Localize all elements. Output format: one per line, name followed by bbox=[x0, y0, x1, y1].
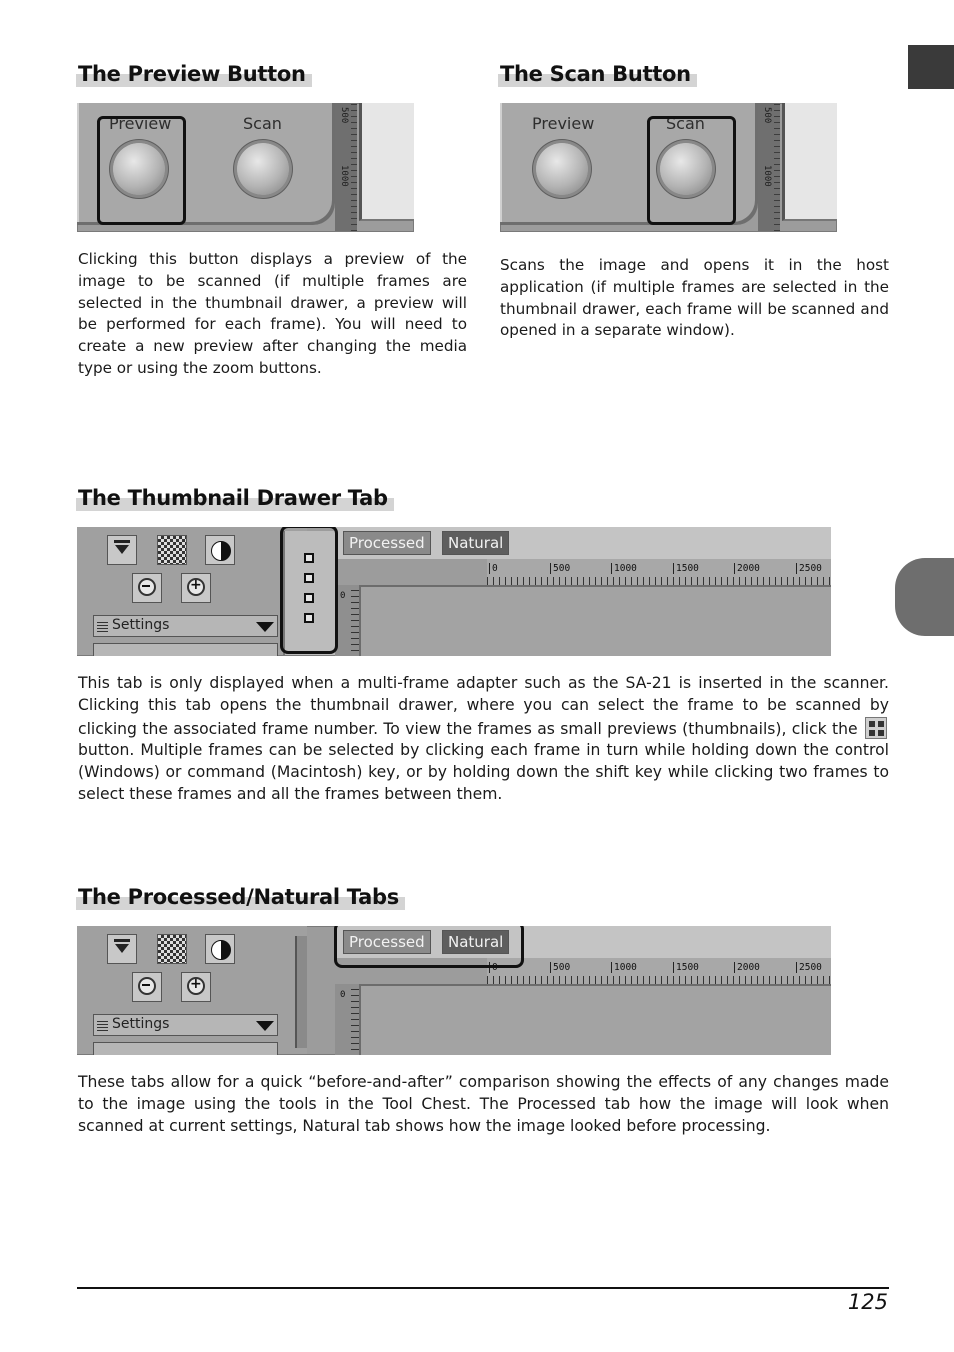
thumbnail-drawer-screenshot: + Settings Processed Natural 0 500 1000 1500 2000 2500 0 bbox=[77, 527, 831, 656]
contrast-icon[interactable] bbox=[205, 535, 235, 565]
tool-panel bbox=[77, 926, 307, 1054]
tab-processed[interactable]: Processed bbox=[343, 930, 431, 954]
preview-description: Clicking this button displays a preview of the image to be scanned (if multiple frames are selected in the thumbnail drawer, a preview will be performed for each frame). You will need to create a new preview after changing the media type or using the zoom buttons. bbox=[78, 250, 467, 377]
footer-rule bbox=[77, 1287, 889, 1289]
preview-area bbox=[359, 984, 831, 1055]
chevron-down-icon bbox=[256, 622, 274, 632]
settings-dropdown[interactable]: Settings bbox=[93, 615, 278, 637]
preview-area bbox=[359, 585, 831, 656]
contrast-icon[interactable] bbox=[205, 934, 235, 964]
preview-label: Preview bbox=[109, 114, 172, 133]
tab-strip bbox=[335, 527, 831, 559]
scan-label: Scan bbox=[666, 114, 705, 133]
preview-callout bbox=[97, 116, 186, 225]
tab-natural[interactable]: Natural bbox=[442, 930, 509, 954]
drawer-callout bbox=[280, 527, 338, 654]
second-dropdown[interactable] bbox=[93, 1042, 278, 1055]
drawer-handle[interactable] bbox=[295, 936, 307, 1048]
thumbnails-grid-icon bbox=[865, 717, 887, 739]
vertical-ruler: 500 1000 bbox=[335, 103, 357, 231]
tabs-description: These tabs allow for a quick “before-and-after” comparison showing the effects of any changes made to the image using the tools in the Tool Chest. The Processed tab how the image will look when scanned at current settings, Natural tab shows how the image looked before processing. bbox=[78, 1073, 889, 1135]
scan-round-button[interactable] bbox=[237, 143, 289, 195]
zoom-in-icon[interactable] bbox=[181, 972, 211, 1002]
scan-callout bbox=[647, 116, 736, 225]
vertical-ruler: 500 1000 bbox=[758, 103, 780, 231]
second-dropdown[interactable] bbox=[93, 643, 278, 656]
tool-panel bbox=[77, 527, 307, 655]
thumbnails-grid-icon[interactable] bbox=[157, 535, 187, 565]
image-pane bbox=[359, 103, 414, 221]
vertical-ruler bbox=[335, 984, 359, 1055]
image-pane bbox=[782, 103, 837, 221]
horizontal-ruler: 0 500 1000 1500 2000 2500 bbox=[487, 559, 831, 585]
thumbnail-drawer-heading: The Thumbnail Drawer Tab bbox=[78, 485, 388, 511]
preview-button-screenshot bbox=[77, 103, 414, 232]
scan-description: Scans the image and opens it in the host application (if multiple frames are selected in the thumbnail drawer, each frame will be scanned and opened in a separate window). bbox=[500, 256, 889, 340]
zoom-out-icon[interactable] bbox=[132, 573, 162, 603]
horizontal-ruler: 0 500 1000 1500 2000 2500 bbox=[487, 958, 831, 984]
vertical-ruler bbox=[335, 585, 359, 656]
thumbnails-grid-icon[interactable] bbox=[157, 934, 187, 964]
scan-button-screenshot bbox=[500, 103, 837, 232]
preview-round-button[interactable] bbox=[536, 143, 588, 195]
thumbnail-description: This tab is only displayed when a multi-frame adapter such as the SA-21 is inserted in the scanner. Clicking this tab opens the thumbnail drawer, where you can select the frame to be scanned by clicking the associated frame number. To view the frames as small previews (thumbnails), click the button. Multiple frames can be selected by clicking each frame in turn while holding down the control (Windows) or command (Macintosh) key, or by holding down the shift key while clicking two frames to select these frames and all the frames between them. bbox=[78, 674, 889, 803]
chevron-down-icon bbox=[256, 1021, 274, 1031]
tabs-callout bbox=[334, 926, 524, 968]
tab-processed[interactable]: Processed bbox=[343, 531, 431, 555]
preview-label: Preview bbox=[532, 114, 595, 133]
zoom-out-icon[interactable] bbox=[132, 972, 162, 1002]
settings-dropdown[interactable]: Settings bbox=[93, 1014, 278, 1036]
processed-natural-heading: The Processed/Natural Tabs bbox=[78, 884, 399, 910]
tab-natural[interactable]: Natural bbox=[442, 531, 509, 555]
drawer-down-icon[interactable] bbox=[107, 535, 137, 565]
page-number: 125 bbox=[847, 1290, 888, 1314]
zoom-in-icon[interactable] bbox=[181, 573, 211, 603]
chapter-side-tab bbox=[895, 558, 954, 636]
scan-button-heading: The Scan Button bbox=[500, 61, 691, 87]
scan-label: Scan bbox=[243, 114, 282, 133]
chapter-corner-tab bbox=[908, 45, 954, 89]
preview-button-heading: The Preview Button bbox=[78, 61, 306, 87]
processed-natural-screenshot: + Settings Processed Natural 0 500 1000 1500 2000 2500 0 bbox=[77, 926, 831, 1055]
drawer-down-icon[interactable] bbox=[107, 934, 137, 964]
